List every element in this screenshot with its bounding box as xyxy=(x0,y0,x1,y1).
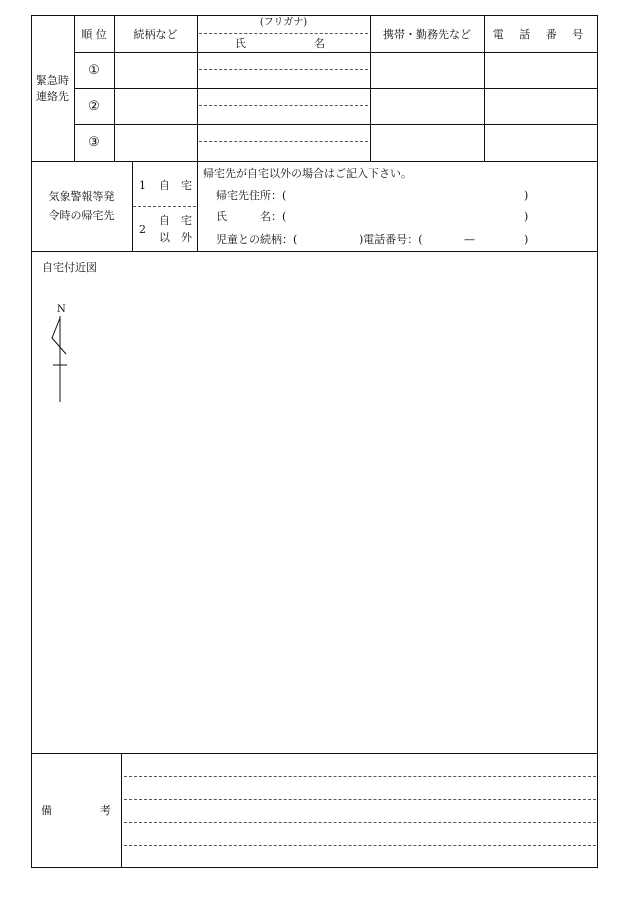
remarks-line[interactable] xyxy=(124,822,596,823)
weather-label: 気象警報等発 xyxy=(48,190,115,203)
section-divider xyxy=(31,251,598,252)
header-contact: 携帯・勤務先など xyxy=(383,28,471,41)
header-name-family: 氏 xyxy=(235,37,246,50)
furigana-separator xyxy=(199,141,368,142)
furigana-separator xyxy=(199,33,368,34)
section-rule xyxy=(121,753,122,868)
section-divider xyxy=(31,753,598,754)
option-separator xyxy=(133,206,196,207)
option-1-number: 1 xyxy=(139,179,146,192)
remarks-line[interactable] xyxy=(124,799,596,800)
option-2-label: 以 外 xyxy=(159,231,192,244)
section-divider xyxy=(31,161,598,162)
remarks-label: 備 xyxy=(41,804,52,817)
furigana-separator xyxy=(199,105,368,106)
header-rank: 順 位 xyxy=(81,28,107,41)
form-frame xyxy=(31,15,598,868)
header-phone: 電 話 番 号 xyxy=(492,28,590,41)
section-label: 緊急時 xyxy=(36,74,69,87)
header-relation: 続柄など xyxy=(133,28,178,41)
relation-label: 児童との続柄：( xyxy=(216,233,298,246)
return-address-label: 帰宅先住所：( xyxy=(216,189,287,202)
close-paren: ) xyxy=(524,233,529,246)
remarks-line[interactable] xyxy=(124,845,596,846)
row-rank-1: ① xyxy=(88,63,100,78)
table-rule xyxy=(74,52,598,53)
row-rank-2: ② xyxy=(88,99,100,114)
remarks-label: 考 xyxy=(100,804,111,817)
option-1-label: 自 宅 xyxy=(159,179,192,192)
return-note: 帰宅先が自宅以外の場合はご記入下さい。 xyxy=(203,167,412,180)
header-name-given: 名 xyxy=(314,37,325,50)
table-rule xyxy=(197,15,198,251)
section-label: 連絡先 xyxy=(36,90,69,103)
weather-label: 令時の帰宅先 xyxy=(48,209,115,222)
header-furigana: (フリガナ) xyxy=(259,17,308,28)
close-paren: ) xyxy=(524,210,529,223)
return-name-label: 氏 名：( xyxy=(216,210,287,223)
map-label: 自宅付近図 xyxy=(42,261,97,274)
option-2-number: 2 xyxy=(139,223,146,236)
furigana-separator xyxy=(199,69,368,70)
phone-dash: — xyxy=(464,233,475,246)
option-2-label: 自 宅 xyxy=(159,214,192,227)
phone-label: )電話番号：( xyxy=(359,233,423,246)
north-arrow-icon xyxy=(44,316,74,406)
row-rank-3: ③ xyxy=(88,135,100,150)
table-rule xyxy=(74,88,598,89)
close-paren: ) xyxy=(524,189,529,202)
table-rule xyxy=(74,124,598,125)
remarks-line[interactable] xyxy=(124,776,596,777)
north-label: N xyxy=(57,304,66,315)
